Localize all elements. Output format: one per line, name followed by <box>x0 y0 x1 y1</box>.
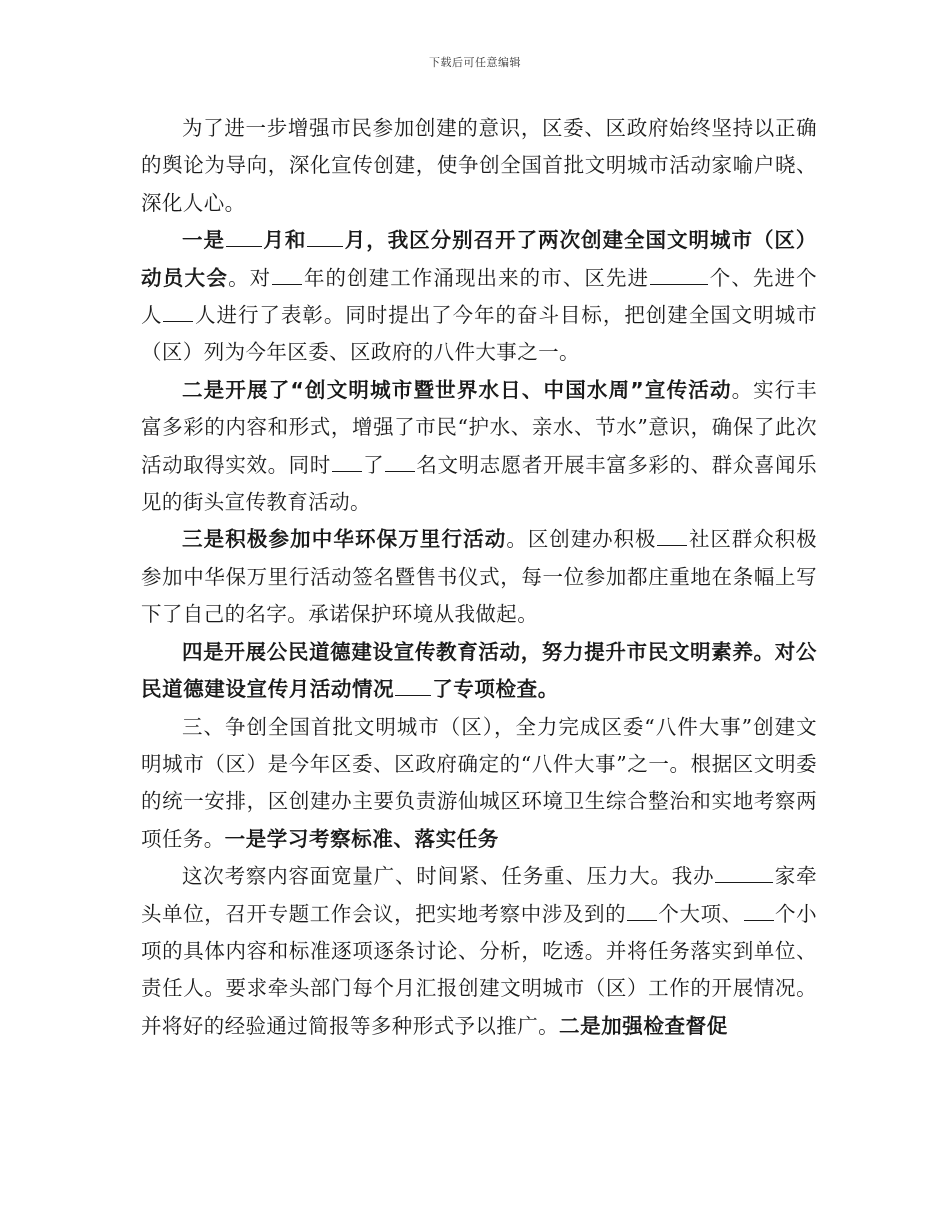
fill-blank <box>627 898 657 921</box>
paragraph-item-2 <box>141 372 817 522</box>
paragraph-text: 为了进一步增强市民参加创建的意识，区委、区政府始终坚持以正确的舆论为导向，深化宣传创建，使争创全国首批文明城市活动家喻户晓、深化人心。 <box>141 116 817 215</box>
bold-lead: 月，我区分别召开了两次创建全国文明城市（区）动员大会 <box>141 228 818 290</box>
fill-blank <box>226 225 262 248</box>
document-body <box>141 110 817 1045</box>
paragraph-text: 。区创建办积极 <box>506 527 657 552</box>
fill-blank <box>272 262 302 285</box>
bold-lead: 四是开展公民道德建设宣传教育活动，努力提升市民文明素养。对公民道德建设宣传月活动情况 <box>141 639 817 702</box>
paragraph-text: 三、争创全国首批文明城市（区），全力完成区委“八件大事”创建文明城市（区）是今年区委、区政府确定的“八件大事”之一。根据区文明委的统一安排，区创建办主要负责游仙城区环境卫生综合整治和实地考察两项任务。 <box>141 714 817 851</box>
fill-blank <box>332 449 362 472</box>
fill-blank <box>385 449 415 472</box>
paragraph-item-3 <box>141 521 817 633</box>
paragraph-section-3 <box>141 709 817 859</box>
fill-blank <box>307 225 343 248</box>
paragraph-text: 人进行了表彰。同时提出了今年的奋斗目标，把创建全国文明城市（区）列为今年区委、区政府的八件大事之一。 <box>141 303 817 365</box>
paragraph-inspection <box>141 858 817 1045</box>
paragraph-item-4 <box>141 634 817 709</box>
paragraph-text: 年的创建工作涌现出来的市、区先进 <box>303 265 650 290</box>
paragraph-text: 了 <box>362 452 385 477</box>
paragraph-text: 这次考察内容面宽量广、时间紧、任务重、压力大。我办 <box>182 864 715 889</box>
fill-blank <box>657 524 687 547</box>
fill-blank <box>163 300 193 323</box>
bold-subheading: 一是学习考察标准、落实任务 <box>224 826 499 851</box>
paragraph-text: 个大项、 <box>658 901 743 926</box>
paragraph-text: 。实行丰富多彩的内容和形式，增强了市民“护水、亲水、节水”意识，确保了此次活动取得实效。同时 <box>141 377 817 477</box>
paragraph-intro <box>141 110 817 222</box>
paragraph-text: 个、先进个人 <box>141 265 817 328</box>
bold-lead: 了专项检查。 <box>432 677 559 702</box>
fill-blank <box>650 262 708 285</box>
paragraph-text: 社区群众积极参加中华保万里行活动签名暨售书仪式，每一位参加都庄重地在条幅上写下了自己的名字。承诺保护环境从我做起。 <box>141 527 817 627</box>
bold-lead: 一是 <box>182 228 225 253</box>
fill-blank <box>715 861 773 884</box>
paragraph-text: 。对 <box>228 265 272 290</box>
bold-lead: 三是积极参加中华环保万里行活动 <box>182 527 507 552</box>
bold-lead: 月和 <box>262 228 307 253</box>
paragraph-item-1 <box>141 222 817 372</box>
fill-blank <box>395 674 431 697</box>
fill-blank <box>744 898 774 921</box>
page-header: 下载后可任意编辑 <box>429 56 521 69</box>
bold-lead: 二是开展了“创文明城市暨世界水日、中国水周”宣传活动 <box>182 377 732 402</box>
bold-subheading: 二是加强检查督促 <box>559 1013 728 1038</box>
paragraph-text: 家牵头单位，召开专题工作会议，把实地考察中涉及到的 <box>141 864 817 926</box>
paragraph-text: 名文明志愿者开展丰富多彩的、群众喜闻乐见的街头宣传教育活动。 <box>141 452 817 515</box>
paragraph-text: 个小项的具体内容和标准逐项逐条讨论、分析，吃透。并将任务落实到单位、责任人。要求牵头部门每个月汇报创建文明城市（区）工作的开展情况。并将好的经验通过简报等多种形式予以推广。 <box>141 901 817 1038</box>
